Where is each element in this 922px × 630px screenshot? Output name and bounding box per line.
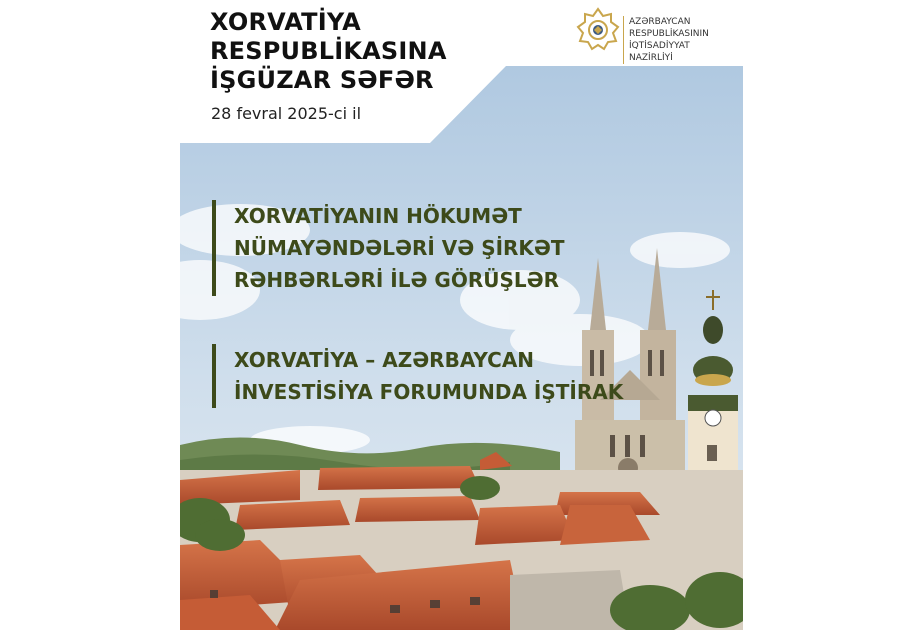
ministry-emblem-icon [574, 6, 622, 54]
header [180, 0, 743, 150]
agenda-item-meetings [212, 200, 565, 296]
logo-line: AZƏRBAYCAN [629, 17, 691, 27]
date-label: 28 fevral 2025-ci il [211, 104, 362, 123]
title-line: XORVATİYA [210, 8, 361, 36]
title-line: İŞGÜZAR SƏFƏR [210, 66, 434, 94]
logo-line: RESPUBLİKASININ [629, 29, 709, 39]
city-roofs-illustration [180, 452, 743, 630]
ministry-logo [574, 6, 739, 63]
logo-line: İQTİSADİYYAT [629, 41, 690, 51]
agenda-line: NÜMAYƏNDƏLƏRİ VƏ ŞİRKƏT [234, 236, 565, 260]
title-line: RESPUBLİKASINA [210, 37, 447, 65]
agenda-line: XORVATİYANIN HÖKUMƏT [234, 204, 522, 228]
agenda-line: İNVESTİSİYA FORUMUNDA İŞTİRAK [234, 380, 624, 404]
poster [180, 0, 743, 630]
agenda-line: XORVATİYA – AZƏRBAYCAN [234, 348, 535, 372]
page-title [210, 8, 447, 95]
ministry-name [623, 16, 709, 64]
logo-line: NAZİRLİYİ [629, 53, 673, 63]
agenda-item-forum [212, 344, 623, 408]
agenda-line: RƏHBƏRLƏRİ İLƏ GÖRÜŞLƏR [234, 268, 559, 292]
